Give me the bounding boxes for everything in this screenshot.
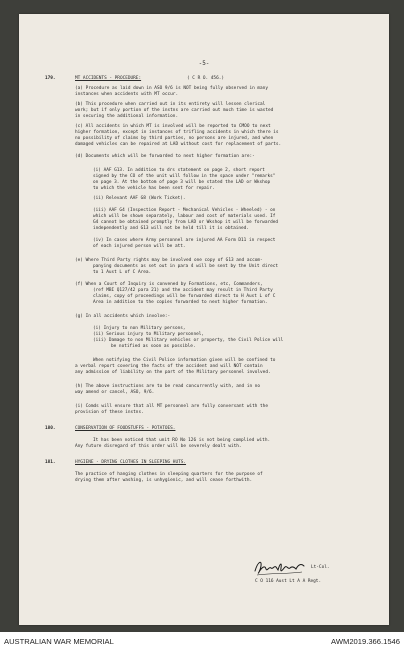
- line: The practice of hanging clothes in sleeping quarters for the purpose of: [75, 472, 263, 477]
- line: on page 3. At the bottom of page 3 will be stated the LAD or Wkshop: [93, 180, 271, 185]
- footer-institution: AUSTRALIAN WAR MEMORIAL: [4, 637, 114, 646]
- line: drying them after washing, is unhygienic, and will cease forthwith.: [75, 478, 253, 483]
- line: (i) AAF G13. In addition to drs statement on page 2, short report: [93, 168, 265, 173]
- line: no possibility of claims by third parties, no persons are injured, and when: [75, 136, 274, 141]
- line: be notified as soon as possible.: [111, 344, 196, 349]
- line: claims, copy of proceedings will be forwarded direct to H Aust L of C: [93, 294, 276, 299]
- signature-appointment: C O 116 Aust Lt A A Regt.: [255, 579, 322, 584]
- footer-accession-number: AWM2019.366.1546: [331, 637, 400, 646]
- line: (ii) Relevant AAF G8 (Work Ticket).: [93, 196, 186, 201]
- line: It has been noticed that unit RO No 126 is not being complied with.: [93, 438, 271, 443]
- signature-rank: Lt-Col.: [311, 565, 330, 570]
- line: (e) Where Third Party rights may be involved one copy of G13 and accom-: [75, 258, 263, 263]
- line: (f) When a Court of Inquiry is convened by Formations, etc, Commanders,: [75, 282, 263, 287]
- line: (iii) Damage to non Military vehicles or property, the Civil Police will: [93, 338, 284, 343]
- line: (ref MBI Q127/42 para 21) and the accident may result in Third Party: [93, 288, 273, 293]
- line: (a) Procedure as laid down in ASO 9/6 is NOT being fully observed in many: [75, 86, 268, 91]
- line: (d) Documents which will be forwarded to next higher formation are:-: [75, 154, 255, 159]
- line: signed by the CO of the unit will follow in the space under "remarks": [93, 174, 276, 179]
- line: (g) In all accidents which involve:-: [75, 314, 171, 319]
- item-reference: ( C R O. 456.): [187, 76, 225, 81]
- line: of each injured person will be att.: [93, 244, 186, 249]
- line: provision of these instns.: [75, 410, 144, 415]
- item-title-hygiene: HYGIENE - DRYING CLOTHES IN SLEEPING HUTS.: [75, 460, 187, 465]
- item-title-mt-accidents: MT ACCIDENTS - PROCEDURE:: [75, 76, 142, 81]
- line: Area in addition to the copies forwarded to next higher formation.: [93, 300, 268, 305]
- line: (iii) AAF G4 (Inspection Report - Mechanical Vehicles - Wheeled) - on: [93, 208, 276, 213]
- line: (i) Comds will ensure that all MT personnel are fully conversant with the: [75, 404, 268, 409]
- line: (ii) Serious injury to Military personnel,: [93, 332, 205, 337]
- line: to 1 Aust L of C Area.: [93, 270, 152, 275]
- line: (b) This procedure when carried out in its entirety will lessen clerical: [75, 102, 266, 107]
- item-number-181: 181.: [45, 460, 56, 465]
- line: G4 cannot be obtained promptly from LAD or Wkshop it will be forwarded: [93, 220, 279, 225]
- line: (iv) In cases where Army personnel are injured AA Form D11 in respect: [93, 238, 276, 243]
- line: any admission of liability on the part of the Military personnel involved.: [75, 370, 271, 375]
- item-number-179: 179.: [45, 76, 56, 81]
- line: to which the vehicle has been sent for repair.: [93, 186, 215, 191]
- line: work; but if only portion of the instns are carried out much time is wasted: [75, 108, 274, 113]
- line: (i) Injury to non Military persons,: [93, 326, 186, 331]
- line: When notifying the Civil Police information given will be confined to: [93, 358, 276, 363]
- line: (h) The above instructions are to be read concurrently with, and in no: [75, 384, 261, 389]
- line: higher formation, except in instances of trifling accidents in which there is: [75, 130, 279, 135]
- line: independently and G13 will not be held till it is obtained.: [93, 226, 249, 231]
- archive-footer: [0, 633, 404, 653]
- handwritten-signature: [252, 557, 312, 579]
- item-number-180: 180.: [45, 426, 56, 431]
- line: (c) All accidents in which MT is involved will be reported to CMOO to next: [75, 124, 271, 129]
- line: which will be shown separately, labour and cost of materials used. If: [93, 214, 276, 219]
- line: a verbal report covering the facts of the accident and will NOT contain: [75, 364, 263, 369]
- line: instances when accidents with MT occur.: [75, 92, 179, 97]
- line: damaged vehicles can be repaired at LAD without cost for replacement of parts.: [75, 142, 282, 147]
- page-number: -5-: [198, 60, 210, 67]
- line: way amend or cancel, ASO, 9/6.: [75, 390, 155, 395]
- item-title-conservation: CONSERVATION OF FOODSTUFFS - POTATOES.: [75, 426, 176, 431]
- document-page: [19, 14, 389, 625]
- line: panying documents as set out in para 4 will be sent by the Unit direct: [93, 264, 279, 269]
- line: in securing the additional information.: [75, 114, 179, 119]
- line: Any future disregard of this order will be severely dealt with.: [75, 444, 242, 449]
